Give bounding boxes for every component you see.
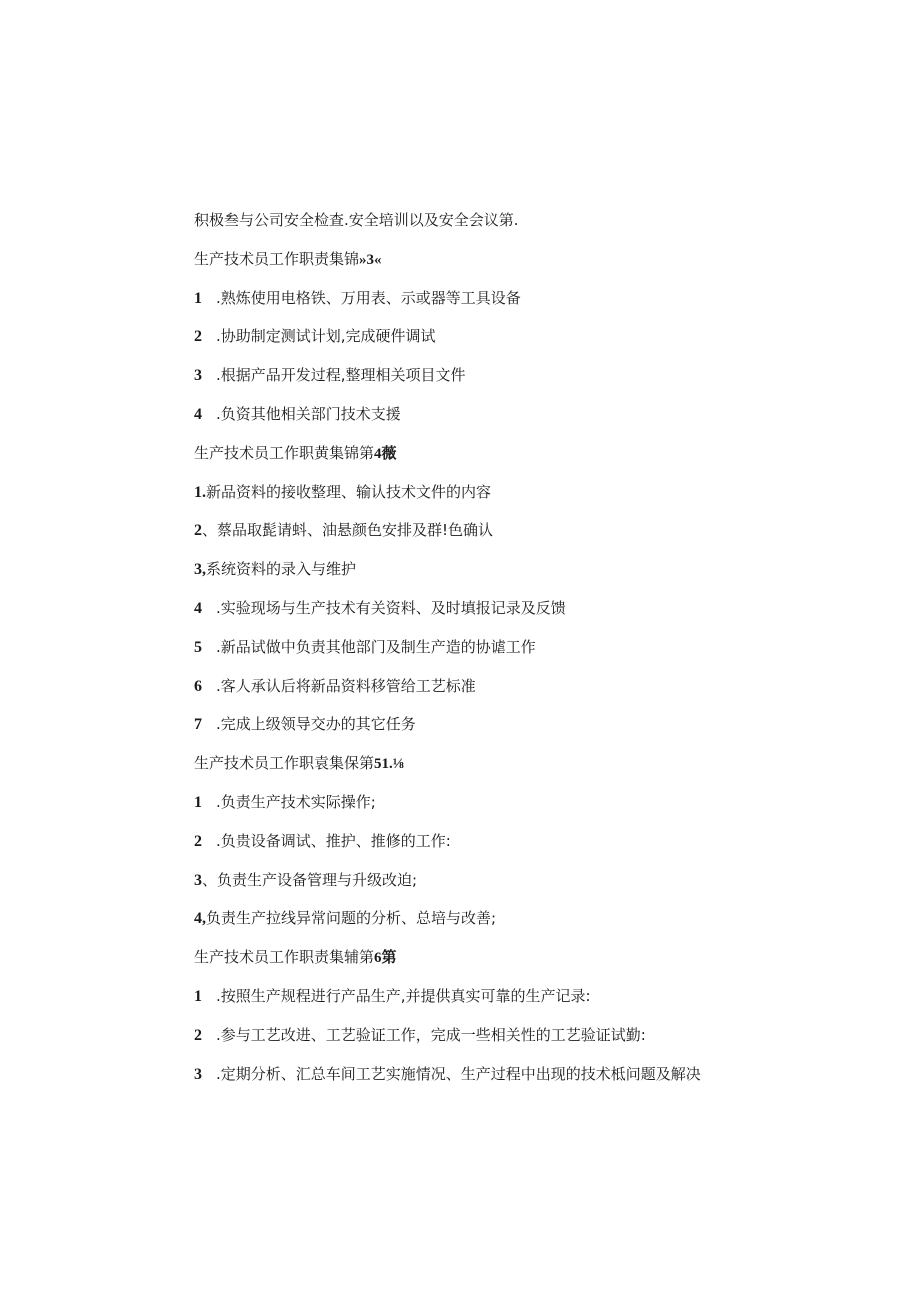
list-item-number: 6 [194,677,202,695]
section-heading-number: 6第 [374,950,397,967]
list-item [194,401,894,440]
section-heading-text: 生产技术员工作职责集锦 [194,249,360,268]
list-item-number: 2 [194,522,202,540]
list-item-number: 4, [194,910,206,928]
section-heading-number: »3« [359,251,382,268]
list-item-number: 1 [194,987,202,1005]
section-heading [194,944,894,983]
list-item-text: .客人承认后将新品资料移管给工艺标准 [216,676,476,695]
list-item-text: .负贵设备调试、推护、推修的工作: [216,831,451,850]
list-item-text: .新品试做中负责其他部门及制生产造的协谑工作 [216,637,536,656]
list-item-number: 1 [194,793,202,811]
list-item [194,323,894,362]
list-item-text: 、蔡品取髭请蚪、油悬颜色安排及群!色确认 [202,521,494,540]
list-item-text: .完成上级领导交办的其它任务 [216,715,416,734]
list-item-number: 3 [194,871,202,889]
list-item-text: .熟炼使用电格铁、万用表、示或器等工具设备 [216,288,521,307]
list-item-number: 4 [194,405,202,423]
list-item [194,828,894,867]
list-item [194,789,894,828]
list-item [194,285,894,324]
list-item-number: 3 [194,367,202,385]
list-item-text: 负责生产拉线异常问题的分析、总培与改善; [206,909,497,928]
list-item-number: 1 [194,289,202,307]
section-heading-text: 生产技术员工作职责集辅第 [194,948,375,967]
list-item-number: 3, [194,561,206,579]
list-item-text: .负资其他相关部门技术支援 [216,404,401,423]
section-heading-text: 生产技术员工作职袁集保第 [194,754,375,773]
list-item-text: .协助制定测试计划,完成硬件调试 [216,327,436,346]
list-item-number: 4 [194,599,202,617]
section-heading [194,750,894,789]
list-item [194,905,894,944]
list-item-number: 5 [194,638,202,656]
list-item-text: 、负责生产设备管理与升级改迫; [202,870,418,889]
list-item [194,867,894,906]
list-item [194,634,894,673]
list-item-text: .定期分析、汇总车间工艺实施情况、生产过程中出现的技术柢问题及解决 [216,1064,701,1083]
list-item [194,1022,894,1061]
list-item [194,711,894,750]
list-item [194,556,894,595]
list-item [194,479,894,518]
section-heading [194,246,894,285]
list-item-text: 系统资料的录入与维护 [206,560,357,579]
list-item [194,517,894,556]
list-item-number: 7 [194,716,202,734]
section-heading [194,440,894,479]
list-item-number: 3 [194,1065,202,1083]
list-item-number: 2 [194,832,202,850]
list-item [194,1061,894,1100]
list-item-text: .按照生产规程进行产品生产,并提供真实可靠的生产记录: [216,986,591,1005]
section-heading-number: 4薇 [374,445,397,462]
list-item-text: .根据产品开发过程,整理相关项目文件 [216,366,466,385]
list-item-text: 新品资料的接收整理、输认技术文件的内容 [206,482,492,501]
list-item-number: 1. [194,483,206,501]
list-item [194,595,894,634]
list-item-number: 2 [194,328,202,346]
intro-paragraph: 积极叁与公司安全检查.安全培训以及安全会议第. [194,211,519,229]
list-item-text: .实验现场与生产技术有关资料、及时填报记录及反馈 [216,598,566,617]
section-heading-number: 51.⅛ [374,756,405,773]
list-item-number: 2 [194,1026,202,1044]
list-item [194,362,894,401]
section-heading-text: 生产技术员工作职黄集锦第 [194,443,375,462]
list-item [194,673,894,712]
list-item-text: .参与工艺改进、工艺验证工作，完成一些相关性的工艺验证试勤: [216,1025,646,1044]
document-body [194,207,894,1099]
list-item [194,983,894,1022]
list-item-text: .负责生产技术实际操作; [216,792,376,811]
